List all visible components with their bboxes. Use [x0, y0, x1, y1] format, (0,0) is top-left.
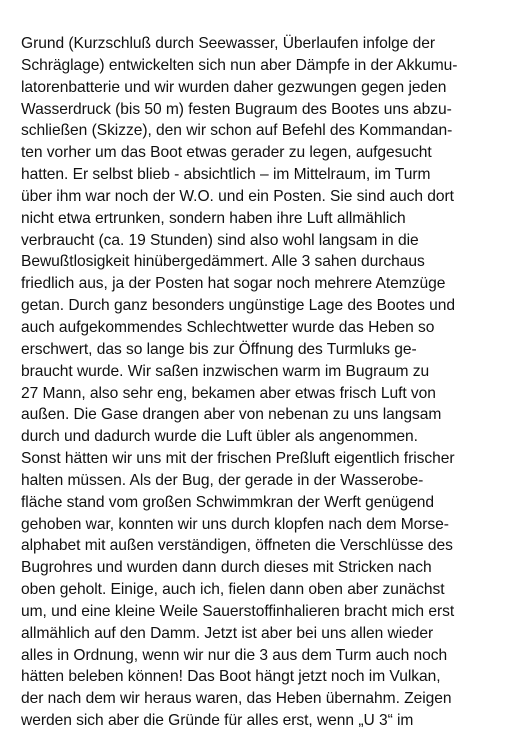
- text-line: alphabet mit außen verständigen, öffneten die Verschlüsse des: [21, 537, 453, 555]
- text-line: durch und dadurch wurde die Luft übler als angenommen.: [21, 428, 418, 446]
- text-line: alles in Ordnung, wenn wir nur die 3 aus dem Turm auch noch: [21, 646, 448, 664]
- text-line: ten vorher um das Boot etwas gerader zu legen, aufgesucht: [21, 144, 432, 162]
- letter-text: [21, 33, 513, 732]
- text-line: friedlich aus, ja der Posten hat sogar noch mehrere Atemzüge: [21, 275, 446, 293]
- text-line: außen. Die Gase drangen aber von nebenan zu uns langsam: [21, 406, 442, 424]
- text-line: latorenbatterie und wir wurden daher gezwungen gegen jeden: [21, 78, 447, 96]
- text-line: Bewußtlosigkeit hinübergedämmert. Alle 3 sahen durchaus: [21, 253, 425, 271]
- text-line: Grund (Kurzschluß durch Seewasser, Überlaufen infolge der: [21, 35, 436, 52]
- text-line: allmählich auf den Damm. Jetzt ist aber bei uns allen wieder: [21, 624, 434, 642]
- text-line: der nach dem wir heraus waren, das Heben übernahm. Zeigen: [21, 690, 452, 708]
- text-line: hatten. Er selbst blieb - absichtlich – im Mittelraum, im Turm: [21, 166, 431, 184]
- text-line: getan. Durch ganz besonders ungünstige Lage des Bootes und: [21, 297, 456, 315]
- text-line: gehoben war, konnten wir uns durch klopfen nach dem Morse-: [21, 515, 449, 533]
- text-line: halten müssen. Als der Bug, der gerade in der Wasserobe-: [21, 471, 424, 489]
- text-line: auch aufgekommendes Schlechtwetter wurde das Heben so: [21, 318, 435, 336]
- text-line: schließen (Skizze), den wir schon auf Befehl des Kommandan-: [21, 122, 453, 140]
- text-line: erschwert, das so lange bis zur Öffnung des Turmluks ge-: [21, 340, 417, 358]
- text-line: nicht etwa ertrunken, sondern haben ihre Luft allmählich: [21, 209, 406, 227]
- text-line: verbraucht (ca. 19 Stunden) sind also wohl langsam in die: [21, 231, 419, 249]
- text-line: um, und eine kleine Weile Sauerstoffinhalieren bracht mich erst: [21, 602, 455, 620]
- text-line: braucht wurde. Wir saßen inzwischen warm im Bugraum zu: [21, 362, 430, 380]
- text-line: hätten beleben können! Das Boot hängt jetzt noch im Vulkan,: [21, 668, 441, 686]
- text-line: Wasserdruck (bis 50 m) festen Bugraum des Bootes uns abzu-: [21, 100, 452, 118]
- text-line: Schräglage) entwickelten sich nun aber Dämpfe in der Akkumu-: [21, 56, 458, 74]
- text-line: Sonst hätten wir uns mit der frischen Preßluft eigentlich frischer: [21, 450, 455, 468]
- text-line: 27 Mann, also sehr eng, bekamen aber etwas frisch Luft von: [21, 384, 436, 402]
- text-line: oben geholt. Einige, auch ich, fielen dann oben aber zunächst: [21, 581, 445, 599]
- text-line: werden sich aber die Gründe für alles erst, wenn „U 3“ im: [21, 712, 414, 730]
- text-line: fläche stand vom großen Schwimmkran der Werft genügend: [21, 493, 435, 511]
- text-line: Bugrohres und wurden dann durch dieses mit Stricken nach: [21, 559, 432, 577]
- text-line: über ihm war noch der W.O. und ein Posten. Sie sind auch dort: [21, 187, 454, 205]
